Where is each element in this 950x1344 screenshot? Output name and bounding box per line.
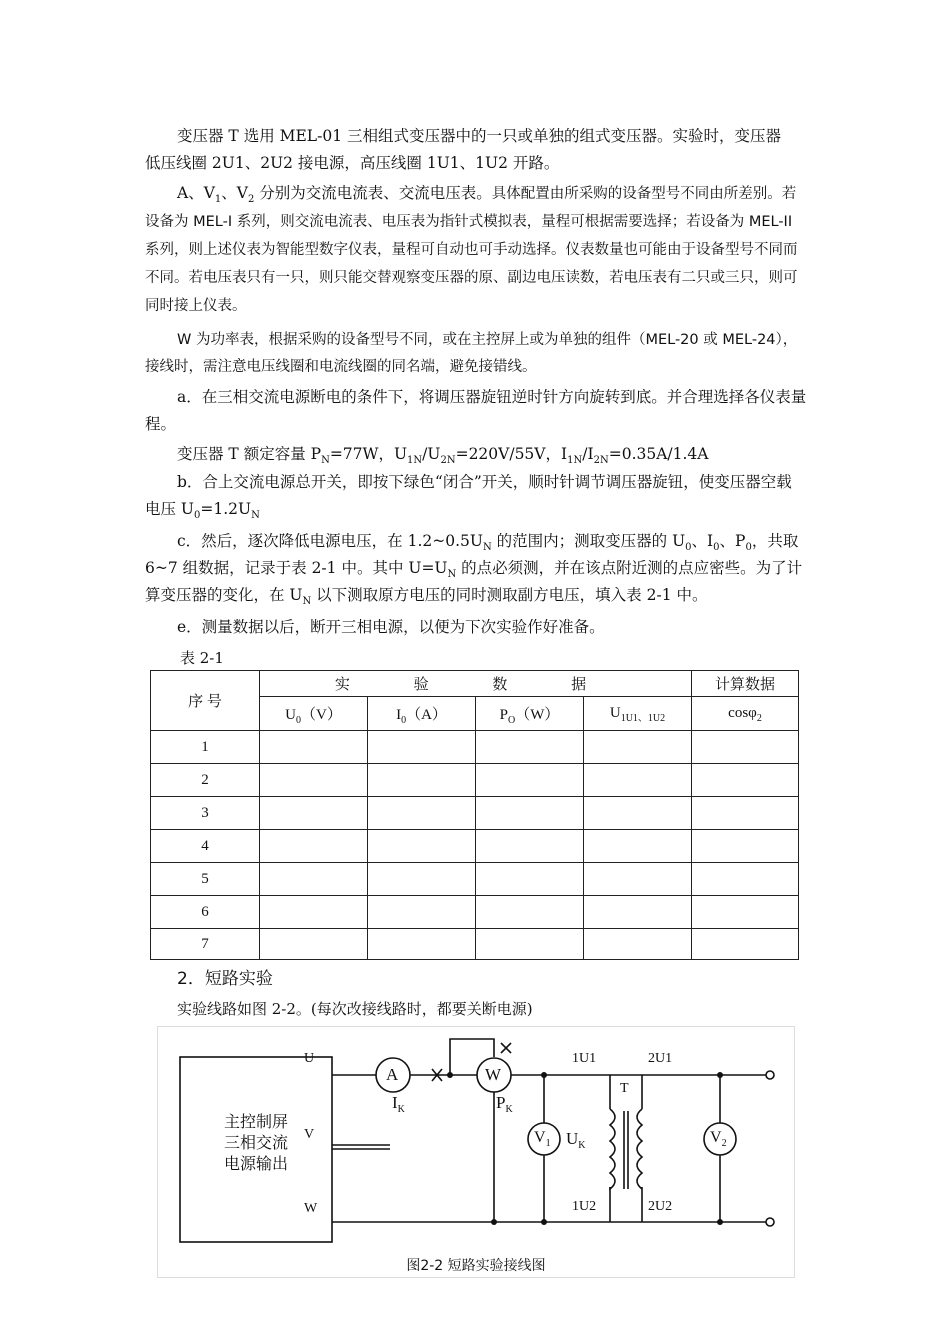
figure-caption: 图2-2 短路实验接线图 bbox=[406, 1258, 546, 1274]
paragraph-rating: 变压器 T 额定容量 $P_N=77W$，$U_{1N}/U_{2N}=220V/55V$，$I_{1N}/I_{2N}=0.35A/1.4A$ bbox=[177, 445, 709, 466]
volt2-label: $V_2$ bbox=[710, 1129, 727, 1149]
seq-header: 序 号 bbox=[151, 671, 260, 731]
paragraph-step-c: c．然后，逐次降低电源电压，在 $1.2\sim 0.5U_N$ 的范围内；测取变压器的 $U_0$、$I_0$、$P_0$，共取 6~7 组数据，记录于表 2-1 中。其中 $U=U_N$ 的点必须测，并在该点附近测的点应密些。为了计算变压器的变化，在 $U_N$ 以下测取原方电压的同时测取副方电压，填入表 2-1 中。 bbox=[145, 532, 803, 607]
table-row: 7 bbox=[151, 929, 799, 960]
table-row: 3 bbox=[151, 797, 799, 830]
uk-label: $U_K$ bbox=[566, 1129, 586, 1151]
table-caption: 表 2-1 bbox=[180, 649, 224, 667]
terminal-2u1: 2U1 bbox=[648, 1051, 673, 1066]
wattmeter-label: W bbox=[485, 1065, 502, 1084]
table-row: 5 bbox=[151, 863, 799, 896]
col-cos: cosφ$_2$ bbox=[692, 697, 799, 731]
paragraph-meters: A、$V_1$、$V_2$ 分别为交流电流表、交流电压表。具体配置由所采购的设备型号不同由所差别。若设备为 MEL-I 系列，则交流电流表、电压表为指针式模拟表，量程可根据需要选择；若设备为 MEL-II 系列，则上述仪表为智能型数字仪表，量程可自动也可手动选择。仪表数量也可能由于设备型号不同而不同。若电压表只有一只，则只能交替观察变压器的原、副边电压读数，若电压表有二只或三只，则可同时接上仪表。 bbox=[145, 184, 798, 314]
calc-header: 计算数据 bbox=[692, 671, 799, 697]
col-u12: $U_{1U1、1U2}$ bbox=[584, 697, 692, 731]
paragraph-wattmeter: W 为功率表，根据采购的设备型号不同，或在主控屏上或为单独的组件（MEL-20 或 MEL-24），接线时，需注意电压线圈和电流线圈的同名端，避免接错线。 bbox=[145, 332, 798, 375]
label-u: U bbox=[304, 1051, 315, 1066]
data-table bbox=[150, 670, 799, 960]
terminal-1u1: 1U1 bbox=[572, 1051, 597, 1066]
paragraph-step-e: e．测量数据以后，断开三相电源，以便为下次实验作好准备。 bbox=[177, 618, 605, 636]
paragraph-transformer-selection: 变压器 T 选用 MEL-01 三相组式变压器中的一只或单独的组式变压器。实验时，变压器 低压线圈 2U1、2U2 接电源，高压线圈 1U1、1U2 开路。 bbox=[145, 127, 781, 172]
ik-label: $I_K$ bbox=[392, 1093, 405, 1115]
transformer-label: T bbox=[620, 1081, 629, 1096]
paragraph-step-b: b．合上交流电源总开关，即按下绿色“闭合”开关，顺时针调节调压器旋钮，使变压器空载电压 $U_0=1.2U_N$ bbox=[145, 473, 792, 521]
table-row: 1 bbox=[151, 731, 799, 764]
col-p0: $P_O(W)$ bbox=[476, 697, 584, 731]
col-i0: $I_0(A)$ bbox=[368, 697, 476, 731]
figure-intro: 实验线路如图 2-2。(每次改接线路时，都要关断电源) bbox=[177, 1000, 533, 1018]
table-row: 4 bbox=[151, 830, 799, 863]
source-label: 主控制屏 三相交流 电源输出 bbox=[223, 1112, 288, 1173]
pk-label: $P_K$ bbox=[496, 1093, 513, 1115]
ammeter-label: A bbox=[386, 1065, 399, 1084]
col-u0: $U_0(V)$ bbox=[260, 697, 368, 731]
volt1-label: $V_1$ bbox=[534, 1129, 551, 1149]
table-row: 6 bbox=[151, 896, 799, 929]
label-w: W bbox=[304, 1201, 318, 1216]
table-row: 2 bbox=[151, 764, 799, 797]
terminal-1u2: 1U2 bbox=[572, 1199, 597, 1214]
terminal-2u2: 2U2 bbox=[648, 1199, 673, 1214]
circuit-figure bbox=[157, 1026, 795, 1278]
section-heading: 2．短路实验 bbox=[177, 969, 273, 989]
label-v: V bbox=[304, 1127, 315, 1142]
paragraph-step-a: a．在三相交流电源断电的条件下，将调压器旋钮逆时针方向旋转到底。并合理选择各仪表量程。 bbox=[145, 388, 807, 433]
exp-header: 实 验 数 据 bbox=[260, 671, 692, 697]
